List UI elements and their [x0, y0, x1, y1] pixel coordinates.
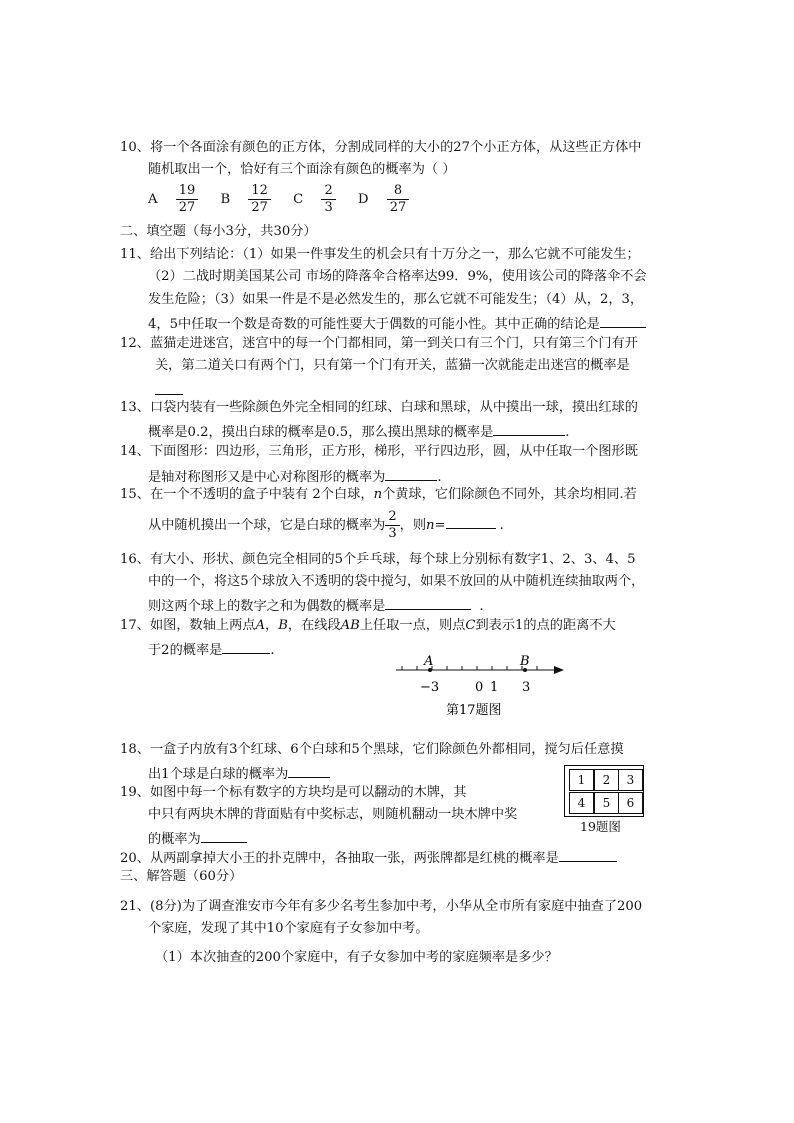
answer-blank[interactable]	[385, 595, 471, 610]
q15-then: ，则	[399, 518, 427, 533]
answer-blank[interactable]	[493, 421, 565, 436]
q13-line1: 13、口袋内装有一些除颜色外完全相同的红球、白球和黑球，从中摸出一球，摸出红球的	[120, 400, 638, 415]
option-d[interactable]	[357, 183, 409, 215]
q15-line2	[148, 506, 504, 546]
section-3-heading: 三、解答题（60分）	[120, 869, 243, 884]
q17-text: 上任取一点，则点	[359, 618, 466, 633]
option-a[interactable]	[148, 183, 202, 215]
answer-blank[interactable]	[600, 313, 646, 328]
q16-line3-text: 则这两个球上的数字之和为偶数的概率是	[148, 599, 386, 614]
q18-line2	[148, 763, 330, 784]
option-b[interactable]	[220, 183, 275, 215]
number-line-figure	[390, 652, 570, 722]
q11-line4	[148, 313, 646, 334]
period: .	[499, 518, 504, 533]
q15-line1	[120, 486, 637, 504]
option-letter: A	[148, 192, 158, 207]
q18-line2-text: 出1个球是白球的概率为	[148, 767, 289, 782]
segment-ab-label: AB	[340, 618, 360, 633]
variable-n: n	[373, 487, 383, 502]
arrow-head-icon	[554, 666, 564, 674]
period: .	[479, 599, 484, 614]
q17-line1	[120, 617, 616, 635]
answer-blank[interactable]	[559, 847, 617, 862]
tick-label-3: 3	[522, 680, 531, 695]
period: .	[565, 425, 570, 440]
point-a-label: A	[424, 654, 434, 669]
q14-line2	[148, 466, 442, 487]
q15-line1-text: 15、在一个不透明的盒子中装有 2个白球，	[120, 487, 374, 502]
point-b-label: B	[278, 618, 288, 633]
q14-line2-text: 是轴对称图形又是中心对称图形的概率为	[148, 470, 386, 485]
option-letter: C	[293, 192, 304, 207]
q20-line1	[120, 847, 617, 868]
q15-line2-text: 从中随机摸出一个球，它是白球的概率为	[148, 518, 386, 533]
option-fraction: $\frac{2}{3}$	[321, 183, 335, 216]
comma: ，	[265, 618, 279, 633]
option-letter: B	[220, 192, 231, 207]
q21-sub1: （1）本次抽查的200个家庭中，有子女参加中考的家庭频率是多少？	[155, 950, 558, 965]
answer-blank[interactable]	[155, 380, 183, 395]
option-fraction: $\frac{19}{27}$	[176, 183, 199, 216]
q11-line3: 发生危险；（3）如果一件是不是必然发生的，那么它就不可能发生；（4）从，2，3，	[148, 292, 644, 307]
figure-caption: 第17题图	[446, 703, 502, 718]
figure-caption: 19题图	[580, 819, 621, 834]
card-1[interactable]: 1	[569, 769, 594, 791]
point-c-label: C	[465, 618, 476, 633]
q11-line4-text: 4，5中任取一个数是奇数的可能性要大于偶数的可能小性。其中正确的结论是	[148, 317, 600, 332]
point-a-label: A	[255, 618, 265, 633]
q21-line1: 21、(8分)为了调查淮安市今年有多少名考生参加中考，小华从全市所有家庭中抽查了200	[120, 899, 643, 914]
card-3[interactable]: 3	[618, 769, 643, 791]
q16-line2: 中的一个，将这5个球放入不透明的袋中搅匀，如果不放回的从中随机连续抽取两个，	[148, 574, 645, 589]
period: .	[437, 470, 442, 485]
q17-line2-text: 于2的概率是	[148, 643, 223, 658]
q17-text: 到表示1的点的距离不大	[475, 618, 616, 633]
section-2-heading: 二、填空题（每小3分，共30分）	[120, 224, 317, 239]
q10-line2: 随机取出一个，恰好有三个面涂有颜色的概率为（ ）	[148, 162, 456, 177]
q14-line1: 14、下面图形：四边形，三角形，正方形，梯形，平行四边形，圆，从中任取一个图形既	[120, 444, 638, 459]
answer-blank[interactable]	[385, 466, 437, 481]
tick-label-0: 0	[475, 680, 484, 695]
card-5[interactable]: 5	[594, 792, 619, 814]
q15-line1-text-b: 个黄球，它们除颜色不同外，其余均相同.若	[382, 487, 637, 502]
q17-text: 17、如图，数轴上两点	[120, 618, 256, 633]
variable-n: n	[426, 518, 435, 533]
answer-blank[interactable]	[222, 639, 270, 654]
q16-line3	[148, 595, 484, 616]
card-4[interactable]: 4	[569, 792, 594, 814]
tick-label-neg3: −3	[420, 680, 440, 695]
card-2[interactable]: 2	[594, 769, 619, 791]
option-fraction: $\frac{12}{27}$	[248, 183, 271, 216]
q19-line3-text: 的概率为	[148, 832, 201, 847]
q19-line2: 中只有两块木牌的背面贴有中奖标志，则随机翻动一块木牌中奖	[148, 807, 518, 822]
q12-line2: 关，第二道关口有两个门，只有第一个门有开关，蓝猫一次就能走出迷宫的概率是	[155, 358, 630, 373]
equals-sign: =	[434, 518, 446, 533]
tick-marks	[402, 666, 537, 670]
point-b-label: B	[520, 654, 530, 669]
q12-line1: 12、蓝猫走进迷宫，迷宫中的每一个门都相同，第一到关口有三个门，只有第三个门有开	[120, 336, 638, 351]
answer-blank[interactable]	[446, 514, 496, 529]
q10-options	[148, 180, 409, 220]
q21-line2: 个家庭，发现了其中10个家庭有子女参加中考。	[148, 921, 429, 936]
option-letter: D	[357, 192, 369, 207]
card-grid	[564, 765, 644, 817]
q12-blank-line	[155, 380, 183, 401]
answer-blank[interactable]	[201, 828, 247, 843]
card-6[interactable]: 6	[618, 792, 643, 814]
option-c[interactable]	[293, 183, 340, 215]
q11-line2: （2）二战时期美国某公司 市场的降落伞合格率达99．9%，使用该公司的降落伞不会	[148, 269, 647, 284]
q17-text: ，在线段	[287, 618, 341, 633]
period: .	[270, 643, 275, 658]
q19-line3	[148, 828, 247, 849]
answer-blank[interactable]	[288, 763, 330, 778]
option-fraction: $\frac{8}{27}$	[387, 183, 410, 216]
tick-label-1: 1	[490, 680, 499, 695]
q20-text: 20、从两副拿掉大小王的扑克牌中，各抽取一张，两张牌都是红桃的概率是	[120, 851, 559, 866]
q17-line2	[148, 639, 275, 660]
q18-line1: 18、一盒子内放有3个红球、6个白球和5个黑球，它们除颜色外都相同，搅匀后任意摸	[120, 742, 624, 757]
q13-line2-text: 概率是0.2，摸出白球的概率是0.5，那么摸出黑球的概率是	[148, 425, 494, 440]
q16-line1: 16、有大小、形状、颜色完全相同的5个乒乓球，每个球上分别标有数字1、2、3、4、5	[120, 552, 636, 567]
q13-line2	[148, 421, 569, 442]
probability-fraction: $\frac{2}{3}$	[385, 509, 399, 542]
q19-line1: 19、如图中每一个标有数字的方块均是可以翻动的木牌，其	[120, 785, 467, 800]
q10-line1: 10、将一个各面涂有颜色的正方体，分割成同样的大小的27个小正方体，从这些正方体中	[120, 140, 642, 155]
q11-line1: 11、给出下列结论：（1）如果一件事发生的机会只有十万分之一，那么它就不可能发生；	[120, 247, 640, 262]
